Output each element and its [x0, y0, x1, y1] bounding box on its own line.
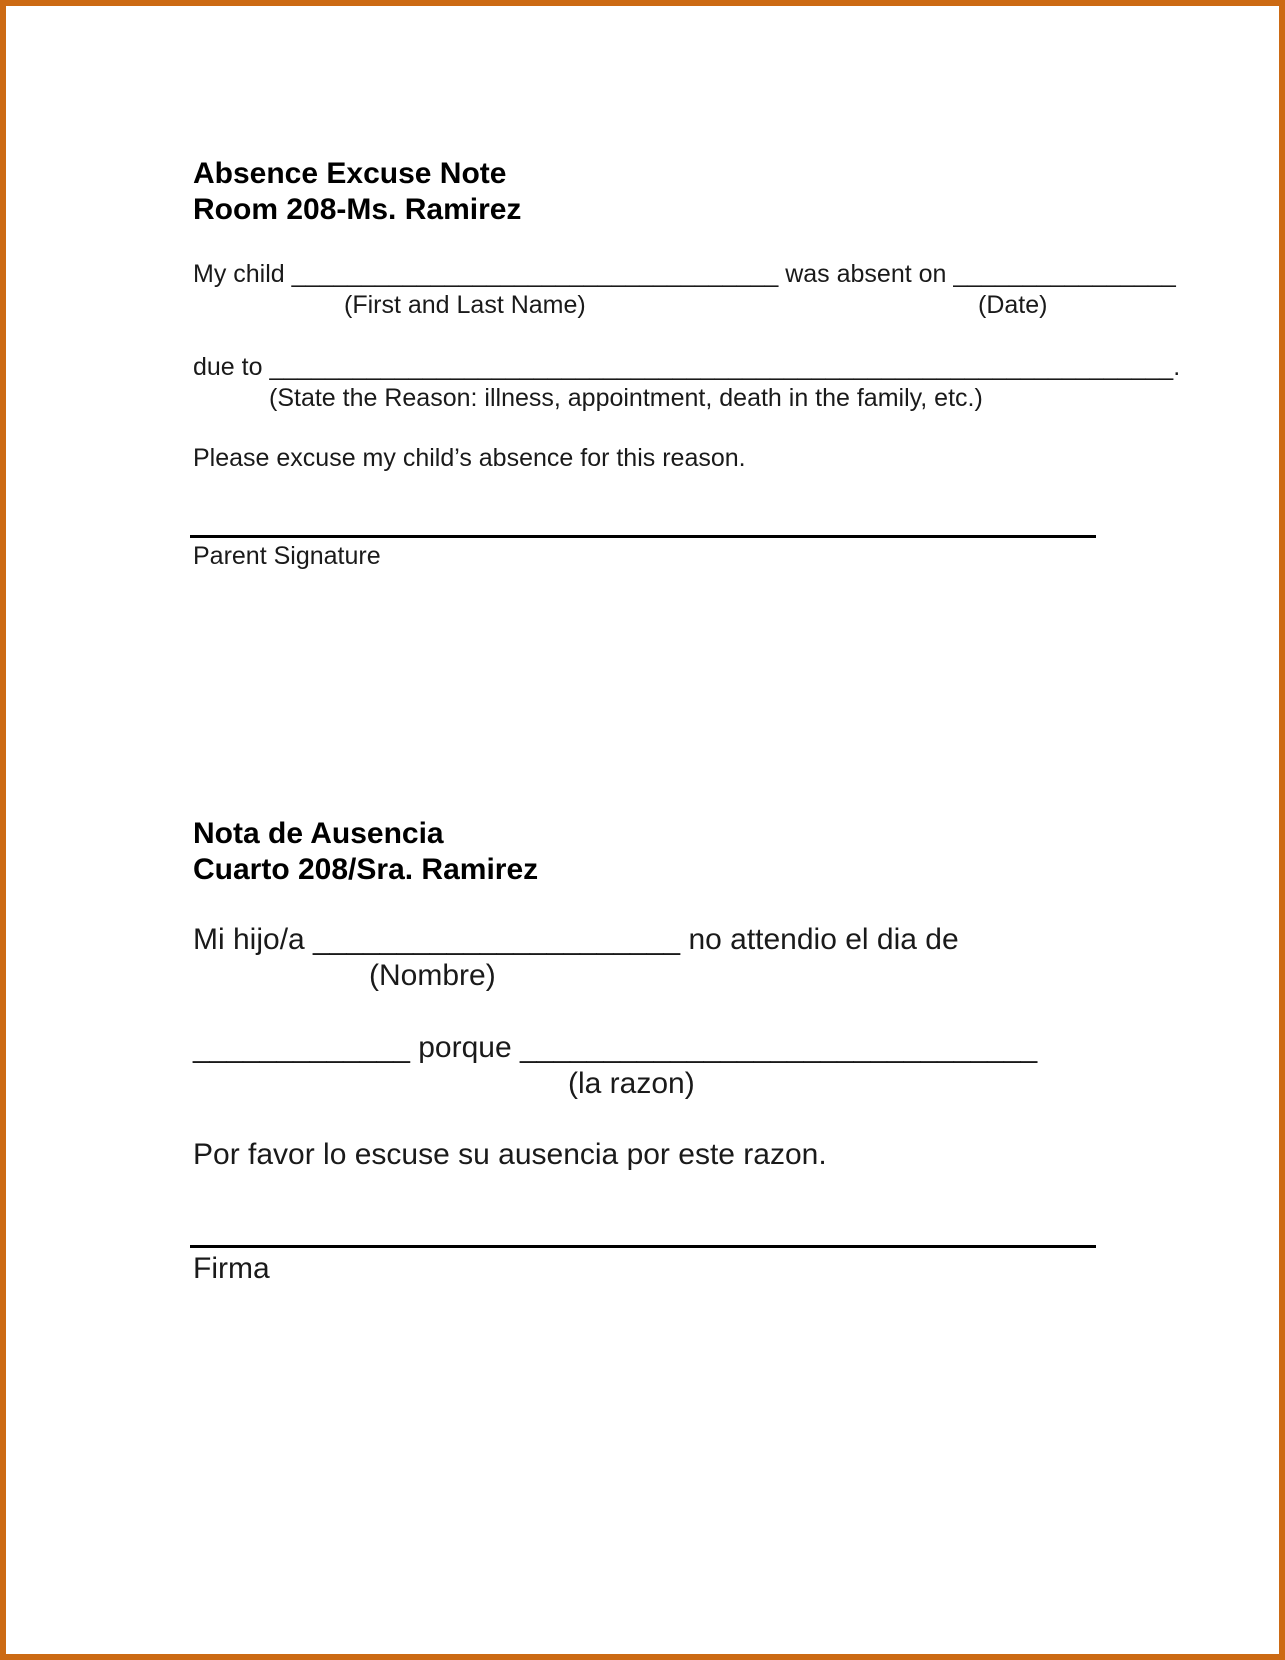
english-name-caption: (First and Last Name) — [344, 291, 586, 319]
spanish-excuse-statement: Por favor lo escuse su ausencia por este razon. — [193, 1138, 827, 1171]
spanish-child-line: Mi hijo/a ______________________ no attendio el dia de — [193, 923, 959, 956]
english-child-line: My child ___________________________________ was absent on ________________ — [193, 260, 1176, 288]
english-reason-line: due to _________________________________________________________________. — [193, 353, 1181, 381]
english-excuse-statement: Please excuse my child’s absence for this reason. — [193, 444, 746, 472]
english-signature-line — [190, 535, 1096, 538]
english-signature-label: Parent Signature — [193, 542, 381, 570]
english-subtitle: Room 208-Ms. Ramirez — [193, 193, 522, 226]
spanish-reason-line: _____________ porque _______________________________ — [193, 1031, 1038, 1064]
english-reason-caption: (State the Reason: illness, appointment, death in the family, etc.) — [269, 384, 983, 412]
spanish-name-caption: (Nombre) — [369, 959, 496, 992]
english-title: Absence Excuse Note — [193, 157, 507, 190]
spanish-subtitle: Cuarto 208/Sra. Ramirez — [193, 853, 539, 886]
english-date-caption: (Date) — [978, 291, 1048, 319]
spanish-reason-caption: (la razon) — [568, 1067, 695, 1100]
spanish-title: Nota de Ausencia — [193, 817, 444, 850]
spanish-signature-label: Firma — [193, 1252, 270, 1285]
spanish-signature-line — [190, 1245, 1096, 1248]
